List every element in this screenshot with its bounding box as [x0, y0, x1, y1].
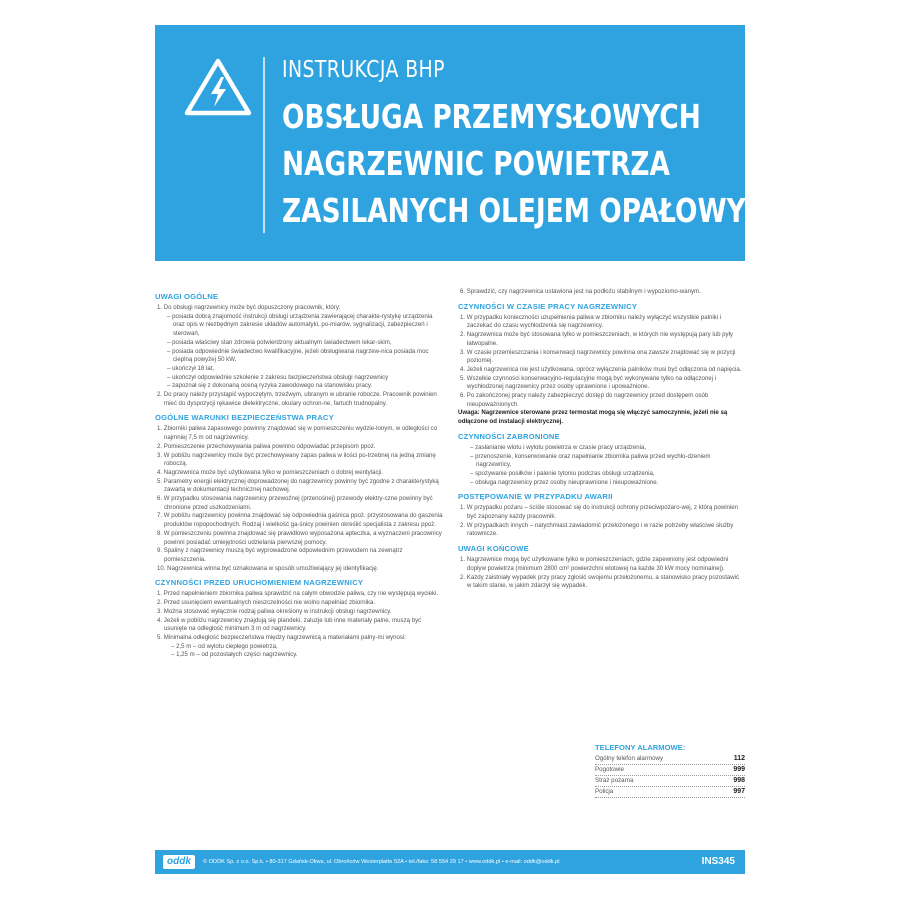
header-banner	[155, 25, 772, 261]
title-line: ZASILANYCH OLEJEM OPAŁOWYM	[282, 191, 772, 230]
document-code: INS345	[701, 856, 735, 867]
list-item: – zapoznał się z dokonaną oceną ryzyka zawodowego na stanowisku pracy.	[167, 382, 373, 390]
list-item: – zasłanianie wlotu i wylotu powietrza w czasie pracy urządzenia,	[470, 443, 647, 451]
title-line: OBSŁUGA PRZEMYSŁOWYCH	[282, 97, 701, 136]
list-item: 4. Nagrzewnica może być użytkowana tylko w pomieszczeniach o dobrej wentylacji.	[157, 468, 383, 476]
list-item: – spożywanie posiłków i palenie tytoniu podczas obsługi urządzenia,	[470, 469, 655, 477]
list-item: – ukończył 18 lat,	[167, 364, 215, 372]
right-column	[458, 288, 745, 591]
warning-note: Uwaga: Nagrzewnice sterowane przez termostat mogą się włączyć samoczynnie, jeżeli nie są odłączone od instalacji elektrycznej.	[458, 409, 728, 426]
list-item: 1. Nagrzewnice mogą być użytkowane tylko w pomieszczeniach, gdzie zapewniony jest odpowiedni dopływ powietrza (minimum 2800 cm² powierzchni wlotowej na każde 30 kW mocy nominalnej).	[460, 556, 729, 572]
section-title-final-notes: UWAGI KOŃCOWE	[458, 544, 529, 554]
phone-row	[595, 765, 745, 776]
list-item: – ukończył odpowiednie szkolenie z zakresu bezpieczeństwa obsługi nagrzewnicy	[167, 373, 389, 381]
section-title-during-operation: CZYNNOŚCI W CZASIE PRACY NAGRZEWNICY	[458, 301, 638, 311]
footer-bar	[155, 850, 745, 874]
list-item: 3. Można stosować wyłącznie rodzaj paliwa określony w instrukcji obsługi nagrzewnicy.	[157, 607, 392, 615]
phone-row	[595, 754, 745, 765]
list-item: 3. W czasie przemieszczania i konserwacji nagrzewnicy powinna ona zawsze znajdować się w pozycji poziomej.	[460, 348, 736, 365]
list-item: – posiada właściwy stan zdrowia potwierdzony aktualnym świadectwem lekar-skim,	[167, 338, 392, 346]
list-item: 2. Przed usunięciem ewentualnych nieszczelności nie wolno napełniać zbiornika.	[157, 599, 376, 607]
list-item: – obsługa nagrzewnicy przez osoby nieuprawnione i nieupoważnione.	[470, 478, 659, 486]
section-title-general-safety: OGÓLNE WARUNKI BEZPIECZEŃSTWA PRACY	[155, 413, 334, 423]
list-item: 6. Sprawdzić, czy nagrzewnica ustawiona jest na podłożu stabilnym i wypoziomo-wanym.	[460, 288, 701, 295]
oddk-logo: oddk	[163, 855, 195, 869]
emergency-phones	[595, 743, 745, 798]
document-type: INSTRUKCJA BHP	[282, 57, 445, 83]
list-item: 2. Każdy zaistniały wypadek przy pracy zgłosić swojemu przełożonemu, a stanowisko pracy pozostawić w takim stanie, w jakim zdarzył się wypadek.	[460, 573, 740, 590]
list-item: – posiada dobrą znajomość instrukcji obsługi urządzenia zawierającej charakte-rystykę urządzenia oraz opis w niezbędnym zakresie układów automatyki, po-miarów, sygnalizacji, zabezpieczeń i sterowań,	[167, 312, 433, 338]
footer-contact: © ODDK Sp. z o.o. Sp.k. • 80-317 Gdańsk-Oliwa, ul. Obrońców Westerplatte 52A • tel./faks: 58 554 29 17 • www.oddk.pl • e-mail: oddk@oddk.pl	[203, 859, 560, 865]
list-item: 1. Do obsługi nagrzewnicy może być dopuszczony pracownik, który:	[157, 304, 341, 311]
list-item: 5. Minimalna odległość bezpieczeństwa między nagrzewnicą a materiałami palny-mi wynosi:	[157, 633, 406, 641]
section-title-before-start: CZYNNOŚCI PRZED URUCHOMIENIEM NAGRZEWNICY	[155, 578, 364, 588]
phone-label: Ogólny telefon alarmowy	[595, 755, 664, 762]
list-item: 1. Zbiorniki paliwa zapasowego powinny znajdować się w pomieszczeniu wydzie-lonym, w odległości co najmniej 7,5 m od nagrzewnicy.	[157, 425, 438, 442]
high-voltage-warning-icon	[183, 57, 253, 117]
instruction-sheet	[155, 25, 772, 875]
document-title	[282, 93, 772, 234]
list-item: 8. W pomieszczeniu powinna znajdować się prawidłowo wyposażona apteczka, a wyznaczeni pracownicy powinni posiadać umiejętności udzielania pierwszej pomocy.	[157, 529, 442, 546]
list-item: 1. W przypadku konieczności uzupełnienia paliwa w zbiorniku należy wyłączyć wszystkie palniki i zaczekać do czasu wychłodzenia się nagrzewnicy.	[460, 313, 722, 330]
phone-number: 997	[733, 788, 745, 795]
list-item: 2. W przypadkach innych – natychmiast zawiadomić przełożonego i w razie potrzeby właściwe służby ratownicze.	[460, 521, 734, 538]
list-item: 5. Wszelkie czynności konserwacyjno-regulacyjne mogą być wykonywane tylko na odłączonej i wychłodzonej nagrzewnicy przez osoby uprawnione i upoważnione.	[460, 374, 717, 391]
list-item: 4. Jeżeli nagrzewnica nie jest użytkowana, oprócz wyłączenia palników musi być odłączona od napięcia.	[460, 365, 742, 373]
phone-label: Pogotowie	[595, 766, 624, 773]
list-item: 3. W pobliżu nagrzewnicy może być przechowywany zapas paliwa w ilości po-trzebnej na jedną zmianę roboczą.	[157, 451, 436, 468]
list-item: 9. Spaliny z nagrzewnicy muszą być wyprowadzone odpowiednim przewodem na zewnątrz pomieszczenia.	[157, 547, 403, 563]
phones-title: TELEFONY ALARMOWE:	[595, 743, 686, 752]
left-column	[155, 287, 443, 660]
list-item: 1. Przed napełnieniem zbiornika paliwa sprawdzić na całym obwodzie paliwa, czy nie występują wycieki.	[157, 590, 439, 598]
list-item: 2. Nagrzewnica może być stosowana tylko w pomieszczeniach, w których nie występują pary lub pyły łatwopalne.	[460, 331, 733, 347]
section-title-prohibited: CZYNNOŚCI ZABRONIONE	[458, 431, 560, 441]
list-item: 1. W przypadku pożaru – ściśle stosować się do instrukcji ochrony przeciwpożaro-wej, z którą powinien być zapoznany każdy pracownik.	[460, 504, 739, 521]
phone-number: 112	[733, 755, 745, 762]
phone-label: Straż pożarna	[595, 777, 634, 784]
list-item: – 1,25 m – od pozostałych części nagrzewnicy.	[171, 651, 298, 659]
phone-number: 998	[733, 777, 745, 784]
list-item: 6. W przypadku stosowania nagrzewnicy przewoźnej (przenośnej) przewody elektry-czne powinny być chronione przed uszkodzeniami.	[157, 495, 433, 511]
list-item: 4. Jeżeli w pobliżu nagrzewnicy znajdują się plandeki, żaluzje lub inne materiały palne, muszą być usunięte na odległość minimum 3 m od nagrzewnicy.	[157, 616, 422, 633]
phone-label: Policja	[595, 788, 614, 795]
list-item: – przenoszenie, konserwowanie oraz napełnianie zbiornika paliwa przed wychło-dzeniem nagrzewnicy,	[470, 452, 711, 469]
list-item: 6. Po zakończonej pracy należy zabezpieczyć dostęp do nagrzewnicy przed dostępem osób nieupoważnionych.	[460, 392, 709, 408]
list-item: 10. Nagrzewnica winna być oznakowana w sposób umożliwiający jej identyfikację.	[157, 564, 379, 572]
title-line: NAGRZEWNIC POWIETRZA	[282, 144, 670, 183]
section-title-emergency: POSTĘPOWANIE W PRZYPADKU AWARII	[458, 492, 613, 502]
list-item: 2. Pomieszczenie przechowywania paliwa powinno odpowiadać przepisom ppoż.	[157, 442, 376, 450]
list-item: 2. Do pracy należy przystąpić wypoczętym, trzeźwym, ubranym w ubranie robocze. Pracownik powinien mieć do dyspozycji rękawice dielektryczne, okulary ochron-ne, fartuch trudnopalny.	[157, 391, 437, 407]
header-divider	[263, 57, 265, 233]
list-item: 5. Parametry energii elektrycznej doprowadzonej do nagrzewnicy powinny być zgodne z charakterystyką zawartą w dokumentacji technicznej nachowej.	[157, 477, 439, 494]
list-item: – 2,5 m – od wylotu ciepłego powietrza,	[171, 642, 278, 650]
list-item: 7. W pobliżu nagrzewnicy powinna znajdować się odpowiednia gaśnica ppoż. przystosowana do gaszenia produktów ropopochodnych. Rodzaj i wielkość ga-śnicy powinien określić specjalista z zakresu ppoż.	[157, 512, 443, 529]
phone-number: 999	[733, 766, 745, 773]
phone-row	[595, 776, 745, 787]
section-title-general-notes: UWAGI OGÓLNE	[155, 292, 219, 301]
phone-row	[595, 787, 745, 798]
list-item: – posiada odpowiednie świadectwo kwalifikacyjne, jeżeli obsługiwana nagrzew-nica posiada moc cieplną powyżej 50 kW,	[167, 347, 429, 364]
